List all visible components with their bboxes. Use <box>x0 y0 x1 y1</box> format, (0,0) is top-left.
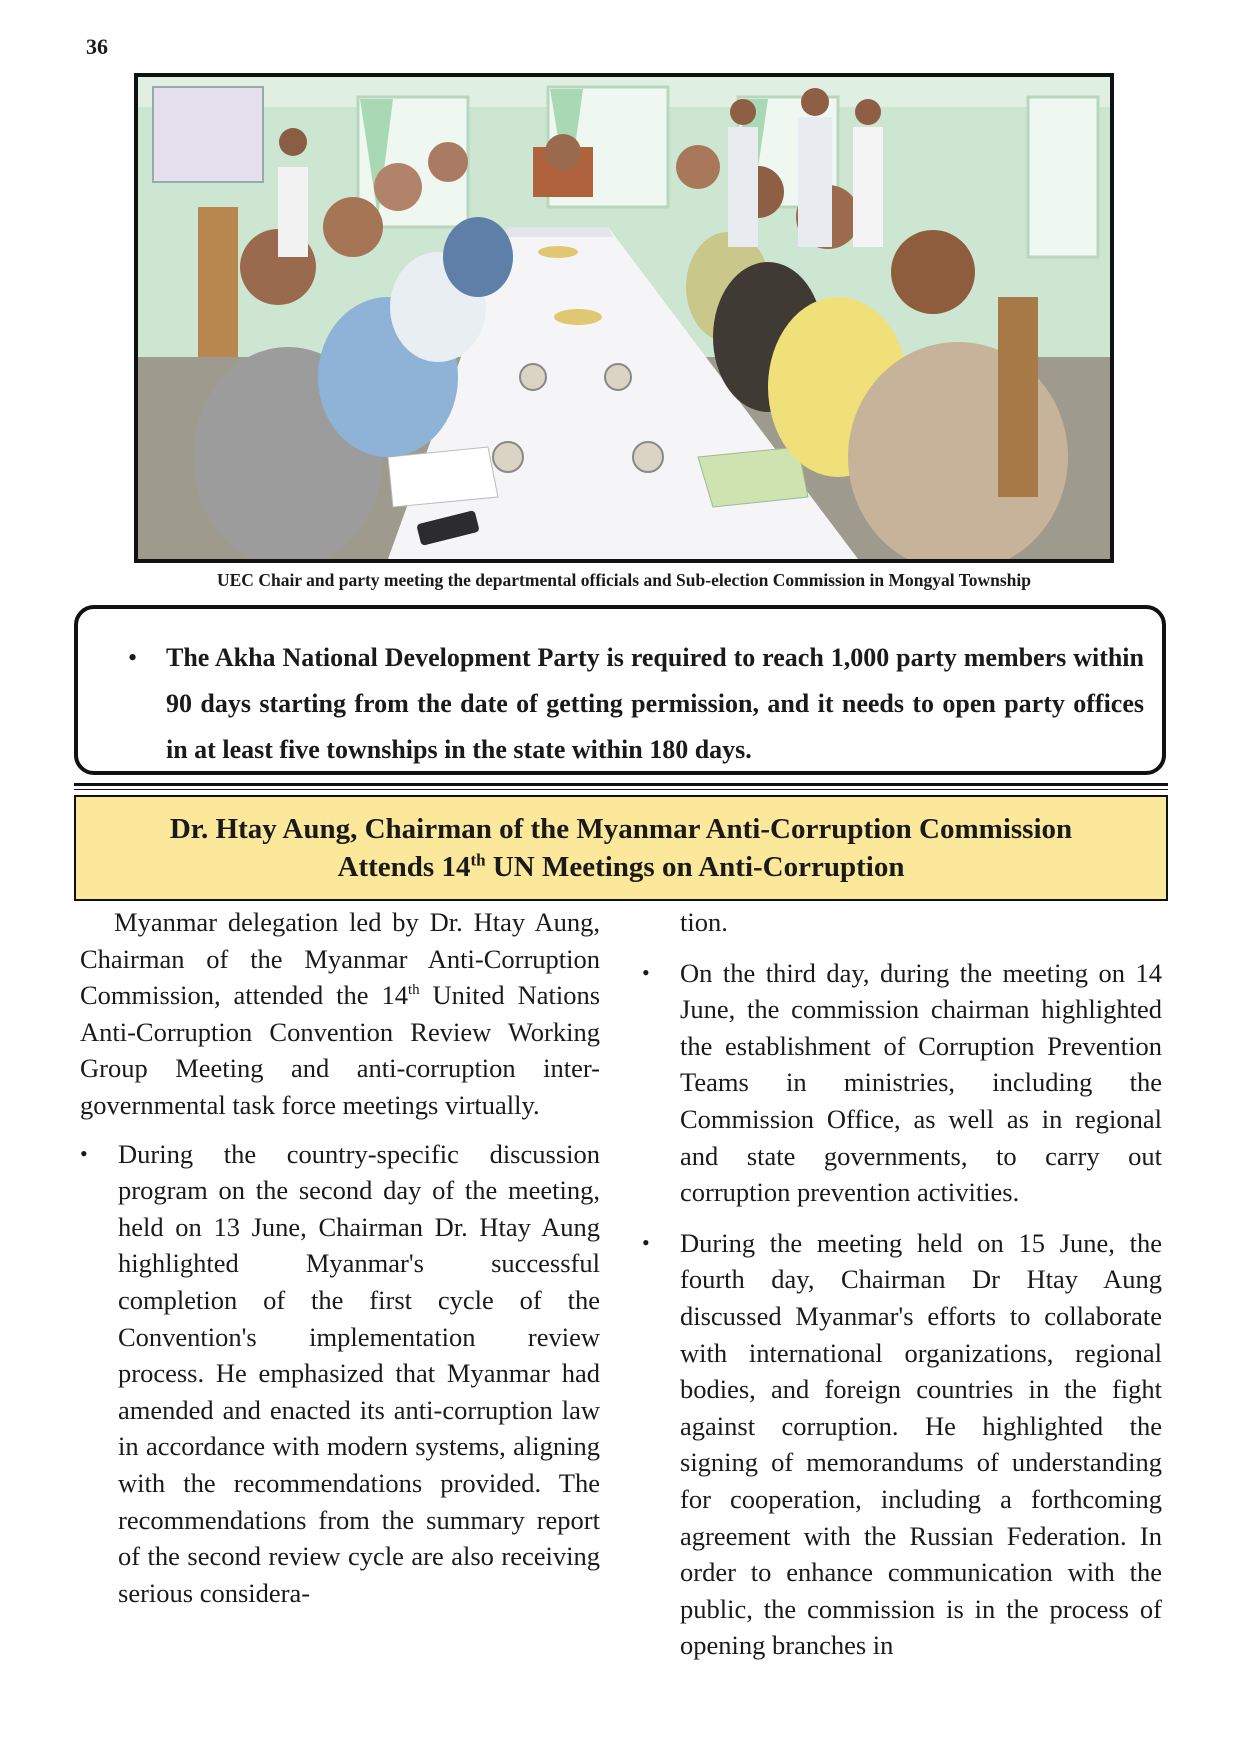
headline-ordinal-suffix: th <box>470 850 486 870</box>
meeting-photo-illustration <box>138 77 1110 559</box>
article-bullet-2: • On the third day, during the meeting on 14 June, the commission chairman highlighted the establishment of Corruption Prevention Teams in ministries, including the Commission Office, as well as in regional and state governments, to carry out corruption prevention activities. <box>642 955 1162 1211</box>
article-bullet-1-continued: tion. <box>680 907 728 937</box>
divider-rule-thin <box>74 789 1168 790</box>
intro-ordinal-suffix: th <box>407 982 420 999</box>
headline-line-2 <box>76 848 1166 886</box>
meeting-photo <box>134 73 1114 563</box>
callout-item: • The Akha National Development Party is required to reach 1,000 party members within 90 days starting from the date of getting permission, and it needs to open party offices in at least five townships in the state within 180 days. <box>128 635 1144 773</box>
article-headline <box>74 795 1168 901</box>
article-column-left <box>80 904 600 1611</box>
callout-box <box>74 605 1166 775</box>
intro-pre: Myanmar delegation led by Dr. Htay Aung, Chairman of the Myanmar Anti-Corruption Commission, attended the 14 <box>80 907 600 1011</box>
intro-post: United Nations Anti-Corruption Convention Review Working Group Meeting and anti-corruption inter-governmental task force meetings virtually. <box>80 980 601 1120</box>
article-bullet-3: • During the meeting held on 15 June, the fourth day, Chairman Dr Htay Aung discussed Myanmar's efforts to collaborate with international organizations, regional bodies, and foreign countries in the fight against corruption. He highlighted the signing of memorandums of understanding for cooperation, including a forthcoming agreement with the Russian Federation. In order to enhance communication with the public, the commission is in the process of opening branches in <box>642 1225 1162 1664</box>
headline-line-1: Dr. Htay Aung, Chairman of the Myanmar Anti-Corruption Commission <box>169 813 1073 845</box>
divider-rule <box>74 783 1168 786</box>
callout-list <box>128 635 1144 773</box>
headline-line-2-pre: Attends 14 <box>337 851 471 883</box>
photo-caption: UEC Chair and party meeting the departmental officials and Sub-election Commission in Mongyal Township <box>217 570 1031 590</box>
article-column-right <box>642 904 1162 1664</box>
article-bullet-1: • During the country-specific discussion program on the second day of the meeting, held on 13 June, Chairman Dr. Htay Aung highlighted Myanmar's successful completion of the first cycle of the Convention's implementation review process. He emphasized that Myanmar had amended and enacted its anti-corruption law in accordance with modern systems, aligning with the recommendations provided. The recommendations from the summary report of the second review cycle are also receiving serious considera- <box>80 1136 600 1612</box>
headline-line-2-post: UN Meetings on Anti-Corruption <box>485 851 905 883</box>
page-number: 36 <box>86 34 108 59</box>
article-intro <box>80 904 600 1124</box>
